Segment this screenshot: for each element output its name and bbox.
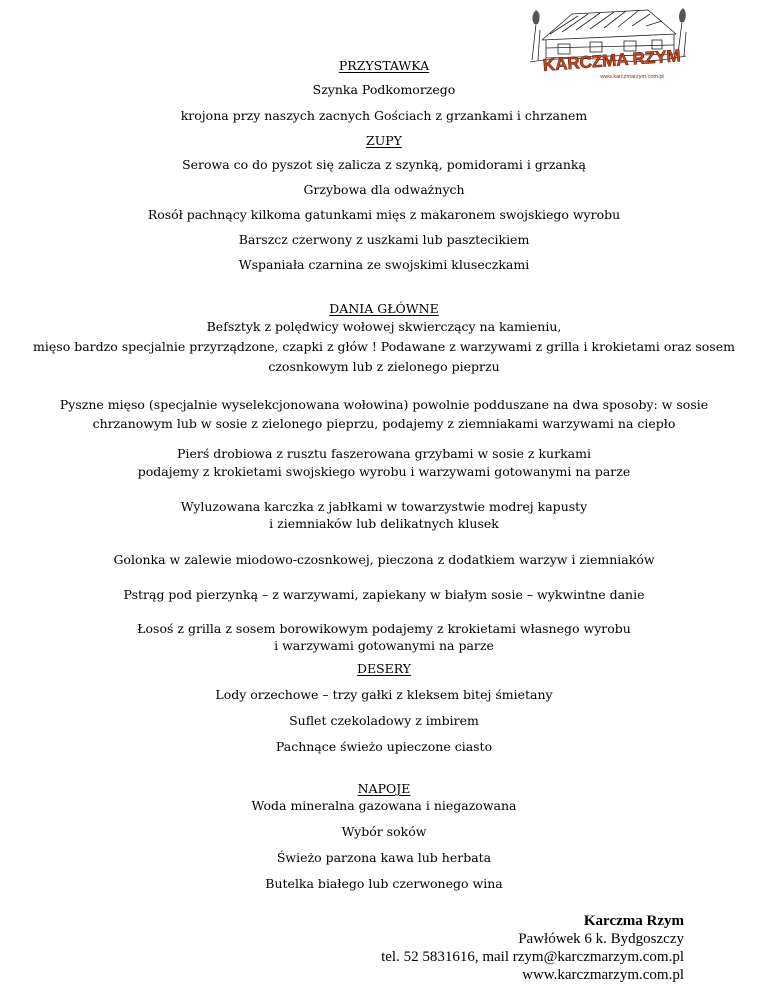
menu-item: Wspaniała czarnina ze swojskimi kluseczkami [238,257,530,272]
menu-item: Barszcz czerwony z uszkami lub pasztecikiem [238,232,530,247]
menu-item: i warzywami gotowanymi na parze [274,638,494,653]
menu-item: Pachnące świeżo upieczone ciasto [275,739,493,754]
section-heading-napoje: NAPOJE [357,781,411,796]
logo-url: www.karczmarzym.com.pl [600,74,664,80]
contact-footer [381,912,684,984]
menu-item: Łosoś z grilla z sosem borowikowym podajemy z krokietami własnego wyrobu [137,621,631,636]
menu-item: Suflet czekoladowy z imbirem [289,713,479,728]
menu-item: i ziemniaków lub delikatnych klusek [269,516,499,531]
address: Pawłówek 6 k. Bydgoszczy [518,931,684,947]
menu-item: Szynka Podkomorzego [312,82,456,97]
menu-item: Pyszne mięso (specjalnie wyselekcjonowana wołowina) powolnie podduszane na dwa sposoby: w sosie [59,397,709,412]
menu-item: Rosół pachnący kilkoma gatunkami mięs z makaronem swojskiego wyrobu [147,207,621,222]
menu-item: czosnkowym lub z zielonego pieprzu [268,359,500,374]
menu-item: Befsztyk z polędwicy wołowej skwierczący na kamieniu, [206,319,562,334]
menu-item: Woda mineralna gazowana i niegazowana [251,798,517,813]
menu-item: Świeżo parzona kawa lub herbata [276,850,492,865]
restaurant-name: Karczma Rzym [583,913,684,929]
menu-item: Lody orzechowe – trzy gałki z kleksem bitej śmietany [215,687,553,702]
logo-text: KARCZMA RZYM [542,46,682,75]
menu-item: mięso bardzo specjalnie przyrządzone, czapki z głów ! Podawane z warzywami z grilla i krokietami oraz sosem [33,339,735,354]
menu-item: Pstrąg pod pierzynką – z warzywami, zapiekany w białym sosie – wykwintne danie [123,587,645,602]
menu-item: Butelka białego lub czerwonego wina [265,876,503,891]
menu-item: Wybór soków [341,824,427,839]
website-link[interactable]: www.karczmarzym.com.pl [522,967,684,983]
contact-line: tel. 52 5831616, mail rzym@karczmarzym.com.pl [381,949,684,965]
section-heading-dania-glowne: DANIA GŁÓWNE [329,301,439,316]
section-heading-zupy: ZUPY [366,133,402,148]
menu-item: chrzanowym lub w sosie z zielonego pieprzu, podajemy z ziemniakami warzywami na ciepło [92,416,676,431]
section-heading-przystawka: PRZYSTAWKA [338,58,430,73]
section-heading-desery: DESERY [356,661,412,676]
menu-item: podajemy z krokietami swojskiego wyrobu i warzywami gotowanymi na parze [137,464,631,479]
menu-item: Grzybowa dla odważnych [303,182,465,197]
menu-item: Wyluzowana karczka z jabłkami w towarzystwie modrej kapusty [180,499,588,514]
menu-item: Golonka w zalewie miodowo-czosnkowej, pieczona z dodatkiem warzyw i ziemniaków [113,552,655,567]
menu-item: krojona przy naszych zacnych Gościach z grzankami i chrzanem [180,108,588,123]
menu-item: Pierś drobiowa z rusztu faszerowana grzybami w sosie z kurkami [177,446,591,461]
menu-item: Serowa co do pyszot się zalicza z szynką, pomidorami i grzanką [182,157,586,172]
